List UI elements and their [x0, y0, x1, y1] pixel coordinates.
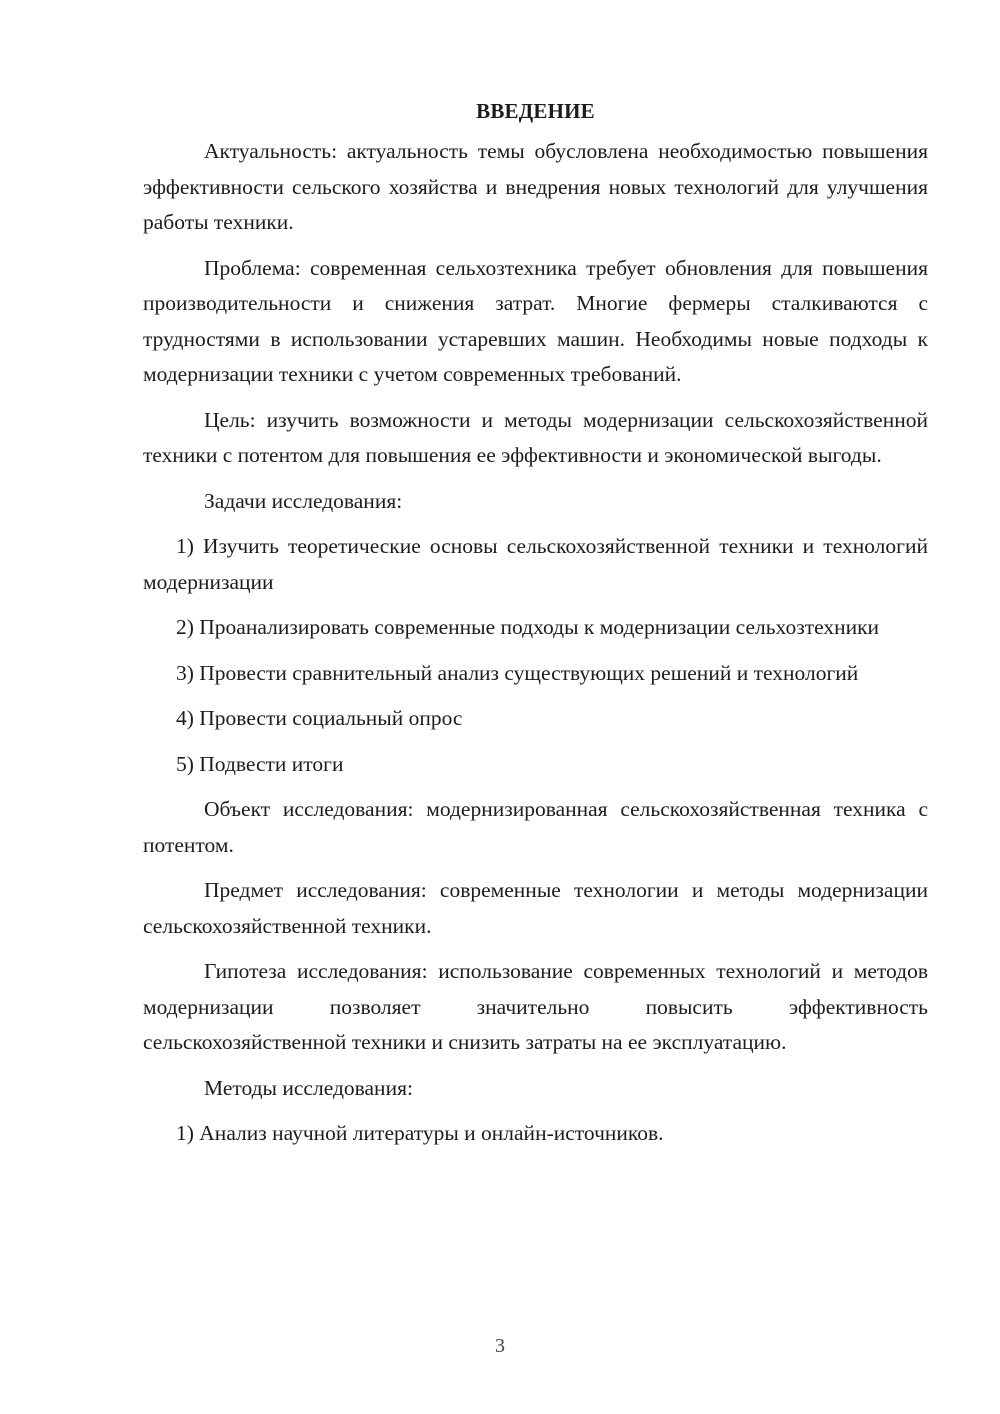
paragraph-hypothesis: Гипотеза исследования: использование современных технологий и методов модернизации позволяет значительно повысить эффективность сельскохозяйственной техники и снизить затраты на ее эксплуатацию. [143, 959, 928, 1054]
paragraph-problem: Проблема: современная сельхозтехника требует обновления для повышения производительности и снижения затрат. Многие фермеры сталкиваются с трудностями в использовании устаревших машин. Необходимы новые подходы к модернизации техники с учетом современных требований. [143, 255, 928, 386]
list-item-task-4: 4) Провести социальный опрос [176, 706, 463, 730]
paragraph-object: Объект исследования: модернизированная сельскохозяйственная техника с потентом. [143, 797, 928, 857]
paragraph-methods-heading: Методы исследования: [204, 1075, 413, 1100]
paragraph-subject: Предмет исследования: современные технологии и методы модернизации сельскохозяйственной техники. [143, 878, 928, 938]
document-page [143, 96, 928, 1162]
list-item-method-1: 1) Анализ научной литературы и онлайн-источников. [176, 1121, 664, 1145]
list-item-task-1: 1) Изучить теоретические основы сельскохозяйственной техники и технологий модернизации [143, 534, 928, 594]
list-item-task-2: 2) Проанализировать современные подходы к модернизации сельхозтехники [176, 615, 880, 639]
list-item-task-3: 3) Провести сравнительный анализ существующих решений и технологий [176, 660, 859, 685]
list-item-task-5: 5) Подвести итоги [176, 751, 344, 776]
paragraph-tasks-heading: Задачи исследования: [204, 488, 403, 513]
section-title: ВВЕДЕНИЕ [476, 99, 595, 123]
page-number: 3 [495, 1335, 505, 1357]
paragraph-goal: Цель: изучить возможности и методы модернизации сельскохозяйственной техники с потентом для повышения ее эффективности и экономической выгоды. [143, 407, 928, 467]
paragraph-relevance: Актуальность: актуальность темы обусловлена необходимостью повышения эффективности сельского хозяйства и внедрения новых технологий для улучшения работы техники. [143, 139, 928, 234]
